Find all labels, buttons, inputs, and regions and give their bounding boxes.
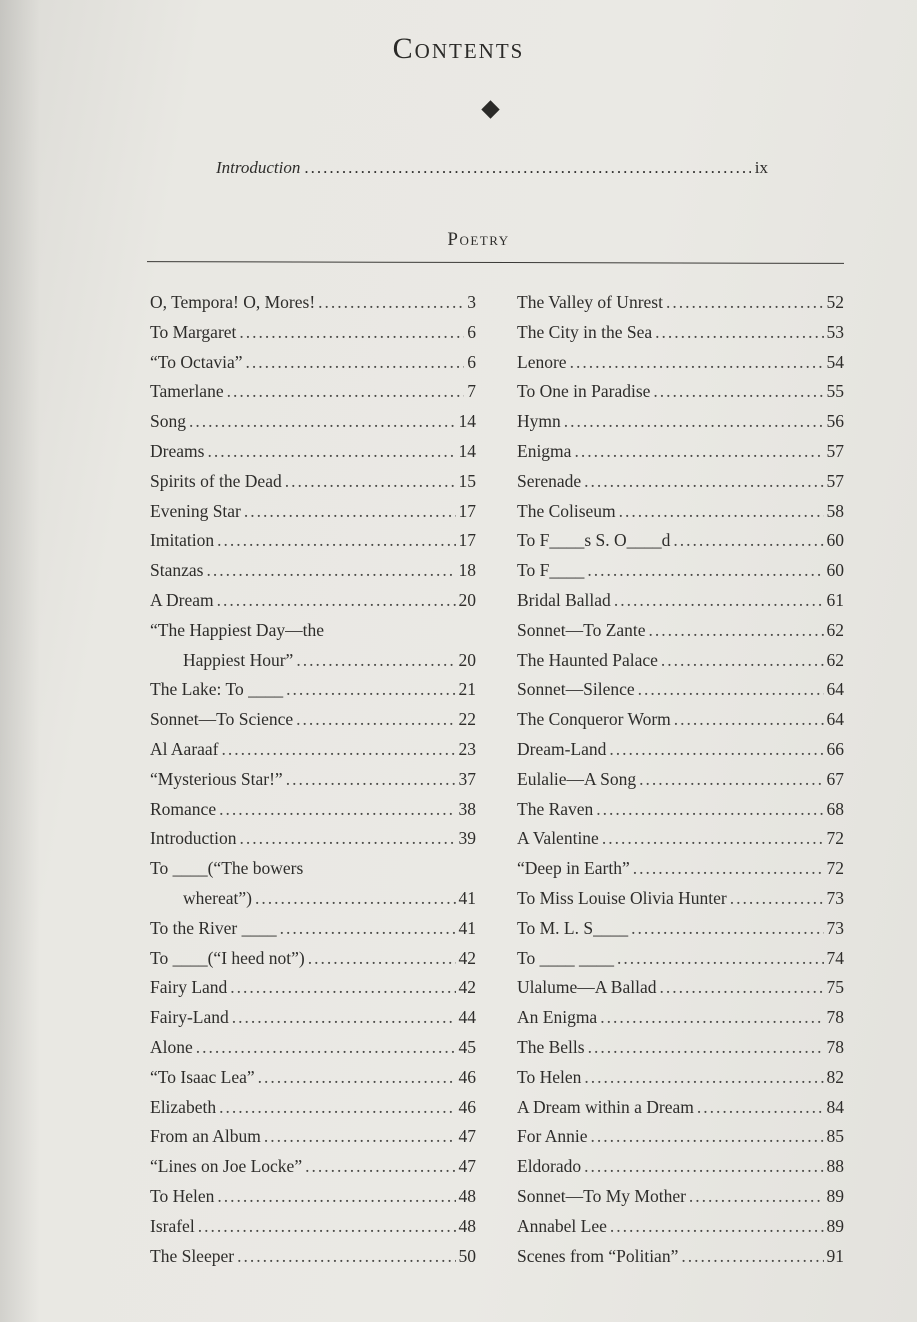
leader-dots [587,556,823,586]
toc-entry [150,705,476,735]
toc-entry [150,735,476,765]
toc-entry [517,1093,844,1123]
leader-dots [653,377,823,407]
entry-title: Ulalume—A Ballad [517,977,657,998]
toc-entry [150,1122,476,1152]
toc-entry [150,1093,476,1123]
entry-page-number: 78 [826,1007,844,1028]
entry-title: Sonnet—To My Mother [517,1185,686,1206]
entry-page-number: 21 [458,679,476,700]
entry-title: Serenade [517,470,582,491]
leader-dots [666,288,824,318]
toc-entry [517,944,844,974]
toc-entry [517,735,844,765]
entry-title: Annabel Lee [517,1215,607,1236]
leader-dots [246,348,465,378]
entry-title: The Bells [517,1036,585,1057]
toc-entry [517,497,844,527]
entry-title: Tamerlane [150,381,224,402]
entry-page-number: 75 [826,977,844,998]
entry-title: Lenore [517,351,567,372]
entry-title: To ____(“The bowers [150,858,304,879]
toc-entry [150,824,476,854]
leader-dots [697,1093,824,1123]
entry-title: To Miss Louise Olivia Hunter [517,887,727,908]
entry-title: Hymn [517,411,561,432]
leader-dots [286,765,456,795]
entry-title: “Mysterious Star!” [150,768,283,789]
leader-dots [661,646,824,676]
entry-page-number: 14 [458,411,476,432]
entry-page-number: 72 [826,858,844,879]
entry-page-number: 55 [826,381,844,402]
entry-title: The Lake: To ____ [150,679,284,700]
entry-page-number: 20 [458,589,476,610]
page-gutter-shadow [0,0,40,1322]
leader-dots [649,616,824,646]
leader-dots [217,526,455,556]
leader-dots [217,586,456,616]
entry-page-number: 57 [826,470,844,491]
entry-title: From an Album [150,1126,261,1147]
entry-page-number: 64 [826,679,844,700]
entry-title: Elizabeth [150,1096,217,1117]
entry-page-number: 82 [826,1066,844,1087]
toc-entry [150,586,476,616]
toc-entry [150,1003,476,1033]
toc-entry [517,288,844,318]
toc-column-right [517,288,844,1271]
entry-page-number: 6 [467,351,476,372]
entry-title: “Deep in Earth” [517,858,630,879]
entry-page-number: 41 [458,917,476,938]
entry-page-number: 73 [826,887,844,908]
toc-entry [517,795,844,825]
entry-title: The Sleeper [150,1245,235,1266]
leader-dots [610,1212,824,1242]
entry-page-number: 60 [826,560,844,581]
toc-entry [150,616,476,646]
entry-title: The Raven [517,798,594,819]
entry-title: Spirits of the Dead [150,470,282,491]
leader-dots [619,497,824,527]
leader-dots [207,437,455,467]
toc-entry [517,348,844,378]
entry-page-number: ix [754,158,768,177]
leader-dots [227,377,465,407]
introduction-entry [216,158,768,178]
leader-dots [196,1033,456,1063]
leader-dots [189,407,456,437]
toc-entry [517,467,844,497]
entry-page-number: 57 [826,440,844,461]
diamond-ornament-icon [481,100,499,118]
leader-dots [219,1093,455,1123]
leader-dots [304,158,750,178]
entry-title: A Dream within a Dream [517,1096,694,1117]
toc-entry [517,705,844,735]
leader-dots [219,795,455,825]
page-title: Contents [392,32,525,65]
entry-page-number: 56 [826,411,844,432]
leader-dots [280,914,456,944]
leader-dots [255,884,456,914]
leader-dots [305,1152,455,1182]
leader-dots [244,497,456,527]
entry-title: Scenes from “Politian” [517,1245,679,1266]
entry-page-number: 84 [826,1096,844,1117]
entry-page-number: 14 [458,440,476,461]
entry-page-number: 89 [826,1185,844,1206]
toc-entry [517,824,844,854]
leader-dots [584,1063,823,1093]
leader-dots [730,884,824,914]
leader-dots [285,467,456,497]
entry-title: Fairy-Land [150,1007,229,1028]
leader-dots [574,437,823,467]
entry-page-number: 42 [458,977,476,998]
entry-page-number: 45 [458,1036,476,1057]
toc-entry [517,765,844,795]
entry-title: O, Tempora! O, Mores! [150,292,316,312]
entry-title: For Annie [517,1126,588,1147]
toc-entry [517,1033,844,1063]
toc-entry [517,1182,844,1212]
entry-page-number: 3 [467,292,476,312]
leader-dots [584,1152,823,1182]
toc-entry [517,1063,844,1093]
leader-dots [614,586,824,616]
entry-title: To One in Paradise [517,381,651,402]
entry-title: To Helen [150,1185,215,1206]
leader-dots [296,646,455,676]
entry-page-number: 46 [458,1066,476,1087]
entry-page-number: 6 [467,321,476,342]
entry-title: Introduction [216,158,301,177]
toc-entry [150,288,476,318]
leader-dots [564,407,824,437]
toc-entry [150,884,476,914]
entry-page-number: 17 [458,530,476,551]
leader-dots [318,288,464,318]
entry-page-number: 85 [826,1126,844,1147]
entry-title: An Enigma [517,1007,598,1028]
toc-entry [517,973,844,1003]
entry-title: Israfel [150,1215,195,1236]
entry-title: To Helen [517,1066,582,1087]
entry-page-number: 52 [826,292,844,312]
toc-entry [150,556,476,586]
toc-entry [150,1242,476,1272]
leader-dots [198,1212,456,1242]
entry-title: Bridal Ballad [517,589,611,610]
toc-entry [150,944,476,974]
leader-dots [232,1003,456,1033]
toc-entry [150,675,476,705]
leader-dots [296,705,455,735]
entry-title: To Margaret [150,321,237,342]
toc-entry [150,765,476,795]
entry-page-number: 20 [458,649,476,670]
entry-title: To F____ [517,560,585,581]
section-heading: Poetry [447,229,510,250]
toc-entry [150,407,476,437]
toc-entry [150,1212,476,1242]
leader-dots [681,1242,823,1272]
entry-page-number: 38 [458,798,476,819]
entry-page-number: 66 [826,738,844,759]
entry-page-number: 17 [458,500,476,521]
entry-title: The Valley of Unrest [517,292,663,312]
entry-title: The Haunted Palace [517,649,658,670]
leader-dots [673,526,823,556]
toc-entry [517,1003,844,1033]
toc-entry [150,437,476,467]
toc-entry [150,1033,476,1063]
entry-title: To M. L. S____ [517,917,629,938]
entry-page-number: 61 [826,589,844,610]
entry-page-number: 47 [458,1156,476,1177]
toc-column-left [150,288,476,1271]
entry-page-number: 44 [458,1007,476,1028]
entry-title: Eldorado [517,1156,582,1177]
entry-page-number: 91 [826,1245,844,1266]
entry-title: To ____ ____ [517,947,614,968]
entry-page-number: 53 [826,321,844,342]
toc-entry [517,1242,844,1272]
section-rule [147,261,844,264]
leader-dots [258,1063,456,1093]
toc-entry [517,884,844,914]
toc-entry [150,377,476,407]
entry-title: Imitation [150,530,215,551]
entry-title: The Coliseum [517,500,616,521]
leader-dots [600,1003,823,1033]
entry-title: The City in the Sea [517,321,653,342]
toc-entry [150,646,476,676]
entry-title: Dreams [150,440,205,461]
toc-entry [150,914,476,944]
leader-dots [240,824,456,854]
leader-dots [591,1122,824,1152]
leader-dots [674,705,824,735]
leader-dots [239,318,464,348]
entry-page-number: 68 [826,798,844,819]
toc-entry [150,348,476,378]
entry-page-number: 41 [458,887,476,908]
toc-entry [517,377,844,407]
entry-page-number: 78 [826,1036,844,1057]
entry-page-number: 39 [458,828,476,849]
toc-entry [517,556,844,586]
toc-entry [150,854,476,884]
entry-page-number: 7 [467,381,476,402]
toc-entry [517,526,844,556]
leader-dots [633,854,824,884]
toc-entry [150,795,476,825]
toc-entry [517,1122,844,1152]
entry-title: whereat”) [183,887,252,908]
entry-title: “To Isaac Lea” [150,1066,255,1087]
entry-page-number: 60 [826,530,844,551]
entry-title: A Dream [150,589,214,610]
entry-title: Eulalie—A Song [517,768,637,789]
toc-entry [517,675,844,705]
leader-dots [602,824,824,854]
leader-dots [570,348,824,378]
leader-dots [206,556,455,586]
toc-entry [517,1152,844,1182]
toc-entry [150,467,476,497]
leader-dots [308,944,456,974]
entry-title: To the River ____ [150,917,277,938]
toc-entry [517,586,844,616]
entry-page-number: 48 [458,1215,476,1236]
toc-entry [150,497,476,527]
toc-entry [150,1152,476,1182]
leader-dots [655,318,823,348]
toc-entry [517,318,844,348]
entry-title: Dream-Land [517,738,607,759]
entry-page-number: 37 [458,768,476,789]
entry-title: Sonnet—To Science [150,709,294,730]
entry-page-number: 62 [826,619,844,640]
entry-title: Happiest Hour” [183,649,294,670]
entry-title: Sonnet—Silence [517,679,635,700]
leader-dots [596,795,823,825]
entry-title: Evening Star [150,500,241,521]
leader-dots [631,914,823,944]
leader-dots [286,675,455,705]
entry-title: “Lines on Joe Locke” [150,1156,303,1177]
entry-title: A Valentine [517,828,599,849]
entry-page-number: 62 [826,649,844,670]
entry-page-number: 67 [826,768,844,789]
entry-title: “The Happiest Day—the [150,619,324,640]
leader-dots [584,467,823,497]
toc-entry [517,407,844,437]
leader-dots [639,765,823,795]
toc-entry [150,526,476,556]
entry-page-number: 73 [826,917,844,938]
toc-entry [150,318,476,348]
leader-dots [638,675,824,705]
leader-dots [264,1122,456,1152]
entry-title: Enigma [517,440,572,461]
entry-title: To ____(“I heed not”) [150,947,305,968]
leader-dots [230,973,455,1003]
toc-entry [517,1212,844,1242]
entry-title: Al Aaraaf [150,738,219,759]
entry-page-number: 46 [458,1096,476,1117]
toc-entry [517,914,844,944]
leader-dots [689,1182,824,1212]
entry-page-number: 18 [458,560,476,581]
entry-title: Romance [150,798,217,819]
entry-page-number: 22 [458,709,476,730]
leader-dots [660,973,824,1003]
entry-page-number: 64 [826,709,844,730]
entry-title: The Conqueror Worm [517,709,671,730]
leader-dots [617,944,824,974]
toc-entry [517,646,844,676]
toc-entry [517,854,844,884]
entry-page-number: 47 [458,1126,476,1147]
leader-dots [217,1182,455,1212]
leader-dots [609,735,823,765]
leader-dots [237,1242,455,1272]
entry-title: Song [150,411,186,432]
entry-title: To F____s S. O____d [517,530,671,551]
entry-page-number: 23 [458,738,476,759]
entry-title: Stanzas [150,560,204,581]
entry-title: “To Octavia” [150,351,243,372]
entry-title: Alone [150,1036,193,1057]
entry-page-number: 72 [826,828,844,849]
toc-entry [150,1063,476,1093]
entry-page-number: 58 [826,500,844,521]
entry-page-number: 54 [826,351,844,372]
entry-page-number: 88 [826,1156,844,1177]
entry-title: Fairy Land [150,977,228,998]
entry-page-number: 42 [458,947,476,968]
toc-entry [150,973,476,1003]
leader-dots [222,735,456,765]
entry-page-number: 89 [826,1215,844,1236]
entry-page-number: 15 [458,470,476,491]
entry-page-number: 50 [458,1245,476,1266]
leader-dots [588,1033,824,1063]
toc-entry [517,437,844,467]
toc-entry [150,1182,476,1212]
entry-title: Sonnet—To Zante [517,619,646,640]
entry-title: Introduction [150,828,237,849]
toc-entry [517,616,844,646]
entry-page-number: 74 [826,947,844,968]
entry-page-number: 48 [458,1185,476,1206]
